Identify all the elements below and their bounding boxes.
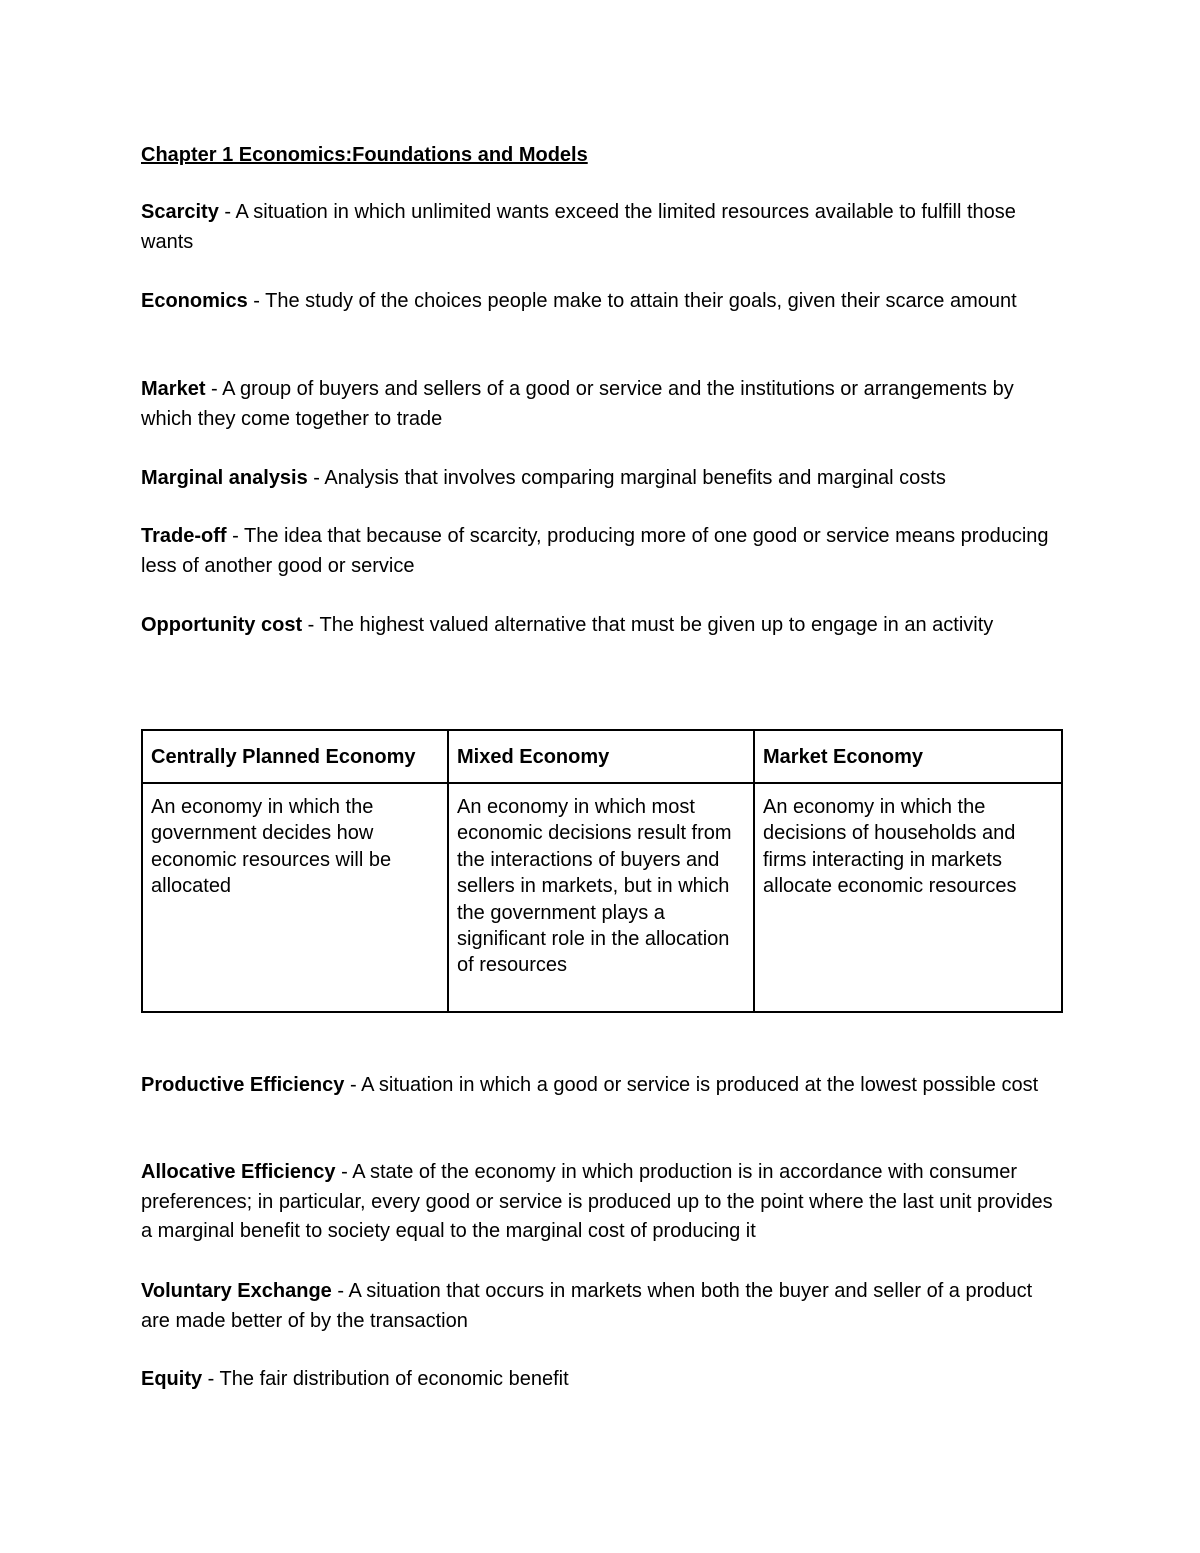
table-header-mixed: Mixed Economy bbox=[448, 730, 754, 783]
table-header-market: Market Economy bbox=[754, 730, 1062, 783]
definition-text: A group of buyers and sellers of a good or service and the institutions or arrangements by which they come together to trade bbox=[141, 378, 1014, 430]
definition-term: Marginal analysis bbox=[141, 467, 308, 489]
chapter-title: Chapter 1 Economics:Foundations and Models bbox=[141, 144, 588, 166]
table-cell-centrally-planned: An economy in which the government decides how economic resources will be allocated bbox=[142, 783, 448, 1012]
definition-economics bbox=[141, 287, 1061, 317]
definition-productive-efficiency bbox=[141, 1071, 1061, 1101]
definition-term: Trade-off bbox=[141, 525, 227, 547]
definition-text: The idea that because of scarcity, producing more of one good or service means producing less of another good or service bbox=[141, 525, 1049, 577]
definition-separator: - bbox=[335, 1161, 353, 1183]
definition-allocative-efficiency bbox=[141, 1158, 1061, 1247]
definition-text: A situation that occurs in markets when both the buyer and seller of a product are made better of by the transaction bbox=[141, 1280, 1033, 1332]
definition-separator: - bbox=[331, 1280, 349, 1302]
definition-market bbox=[141, 375, 1061, 434]
definition-voluntary-exchange bbox=[141, 1277, 1061, 1336]
definition-scarcity bbox=[141, 198, 1061, 257]
definition-term: Economics bbox=[141, 290, 248, 312]
definition-text: The highest valued alternative that must be given up to engage in an activity bbox=[319, 614, 994, 636]
definition-term: Scarcity bbox=[141, 201, 219, 223]
definition-text: A state of the economy in which production is in accordance with consumer preferences; in particular, every good or service is produced up to the point where the last unit provides a marginal benefit to society equal to the marginal cost of producing it bbox=[141, 1161, 1053, 1242]
definition-trade-off bbox=[141, 522, 1061, 581]
definition-separator: - bbox=[205, 378, 223, 400]
definition-separator: - bbox=[226, 525, 244, 547]
definition-term: Voluntary Exchange bbox=[141, 1280, 332, 1302]
definition-text: The study of the choices people make to attain their goals, given their scarce amount bbox=[265, 290, 1017, 312]
definition-separator: - bbox=[218, 201, 236, 223]
definition-separator: - bbox=[247, 290, 266, 312]
definition-separator: - bbox=[307, 467, 325, 489]
table-row bbox=[142, 783, 1062, 1012]
table-cell-market: An economy in which the decisions of households and firms interacting in markets allocate economic resources bbox=[754, 783, 1062, 1012]
definition-term: Equity bbox=[141, 1368, 203, 1390]
table-cell-mixed: An economy in which most economic decisions result from the interactions of buyers and sellers in markets, but in which the government plays a significant role in the allocation of resources bbox=[448, 783, 754, 1012]
definition-term: Allocative Efficiency bbox=[141, 1161, 336, 1183]
definition-text: The fair distribution of economic benefit bbox=[219, 1368, 569, 1390]
definition-marginal-analysis bbox=[141, 464, 1061, 494]
definition-separator: - bbox=[344, 1074, 362, 1096]
table-header-centrally-planned: Centrally Planned Economy bbox=[142, 730, 448, 783]
economy-types-table bbox=[141, 729, 1063, 1013]
definition-text: A situation in which unlimited wants exceed the limited resources available to fulfill those wants bbox=[141, 201, 1016, 253]
definition-text: Analysis that involves comparing marginal benefits and marginal costs bbox=[324, 467, 946, 489]
definition-opportunity-cost bbox=[141, 611, 1061, 641]
definition-term: Productive Efficiency bbox=[141, 1074, 345, 1096]
definition-separator: - bbox=[302, 614, 320, 636]
definition-text: A situation in which a good or service is produced at the lowest possible cost bbox=[361, 1074, 1039, 1096]
definition-equity bbox=[141, 1365, 1061, 1395]
definition-term: Market bbox=[141, 378, 206, 400]
definition-separator: - bbox=[202, 1368, 220, 1390]
definition-term: Opportunity cost bbox=[141, 614, 303, 636]
table-header-row bbox=[142, 730, 1062, 783]
